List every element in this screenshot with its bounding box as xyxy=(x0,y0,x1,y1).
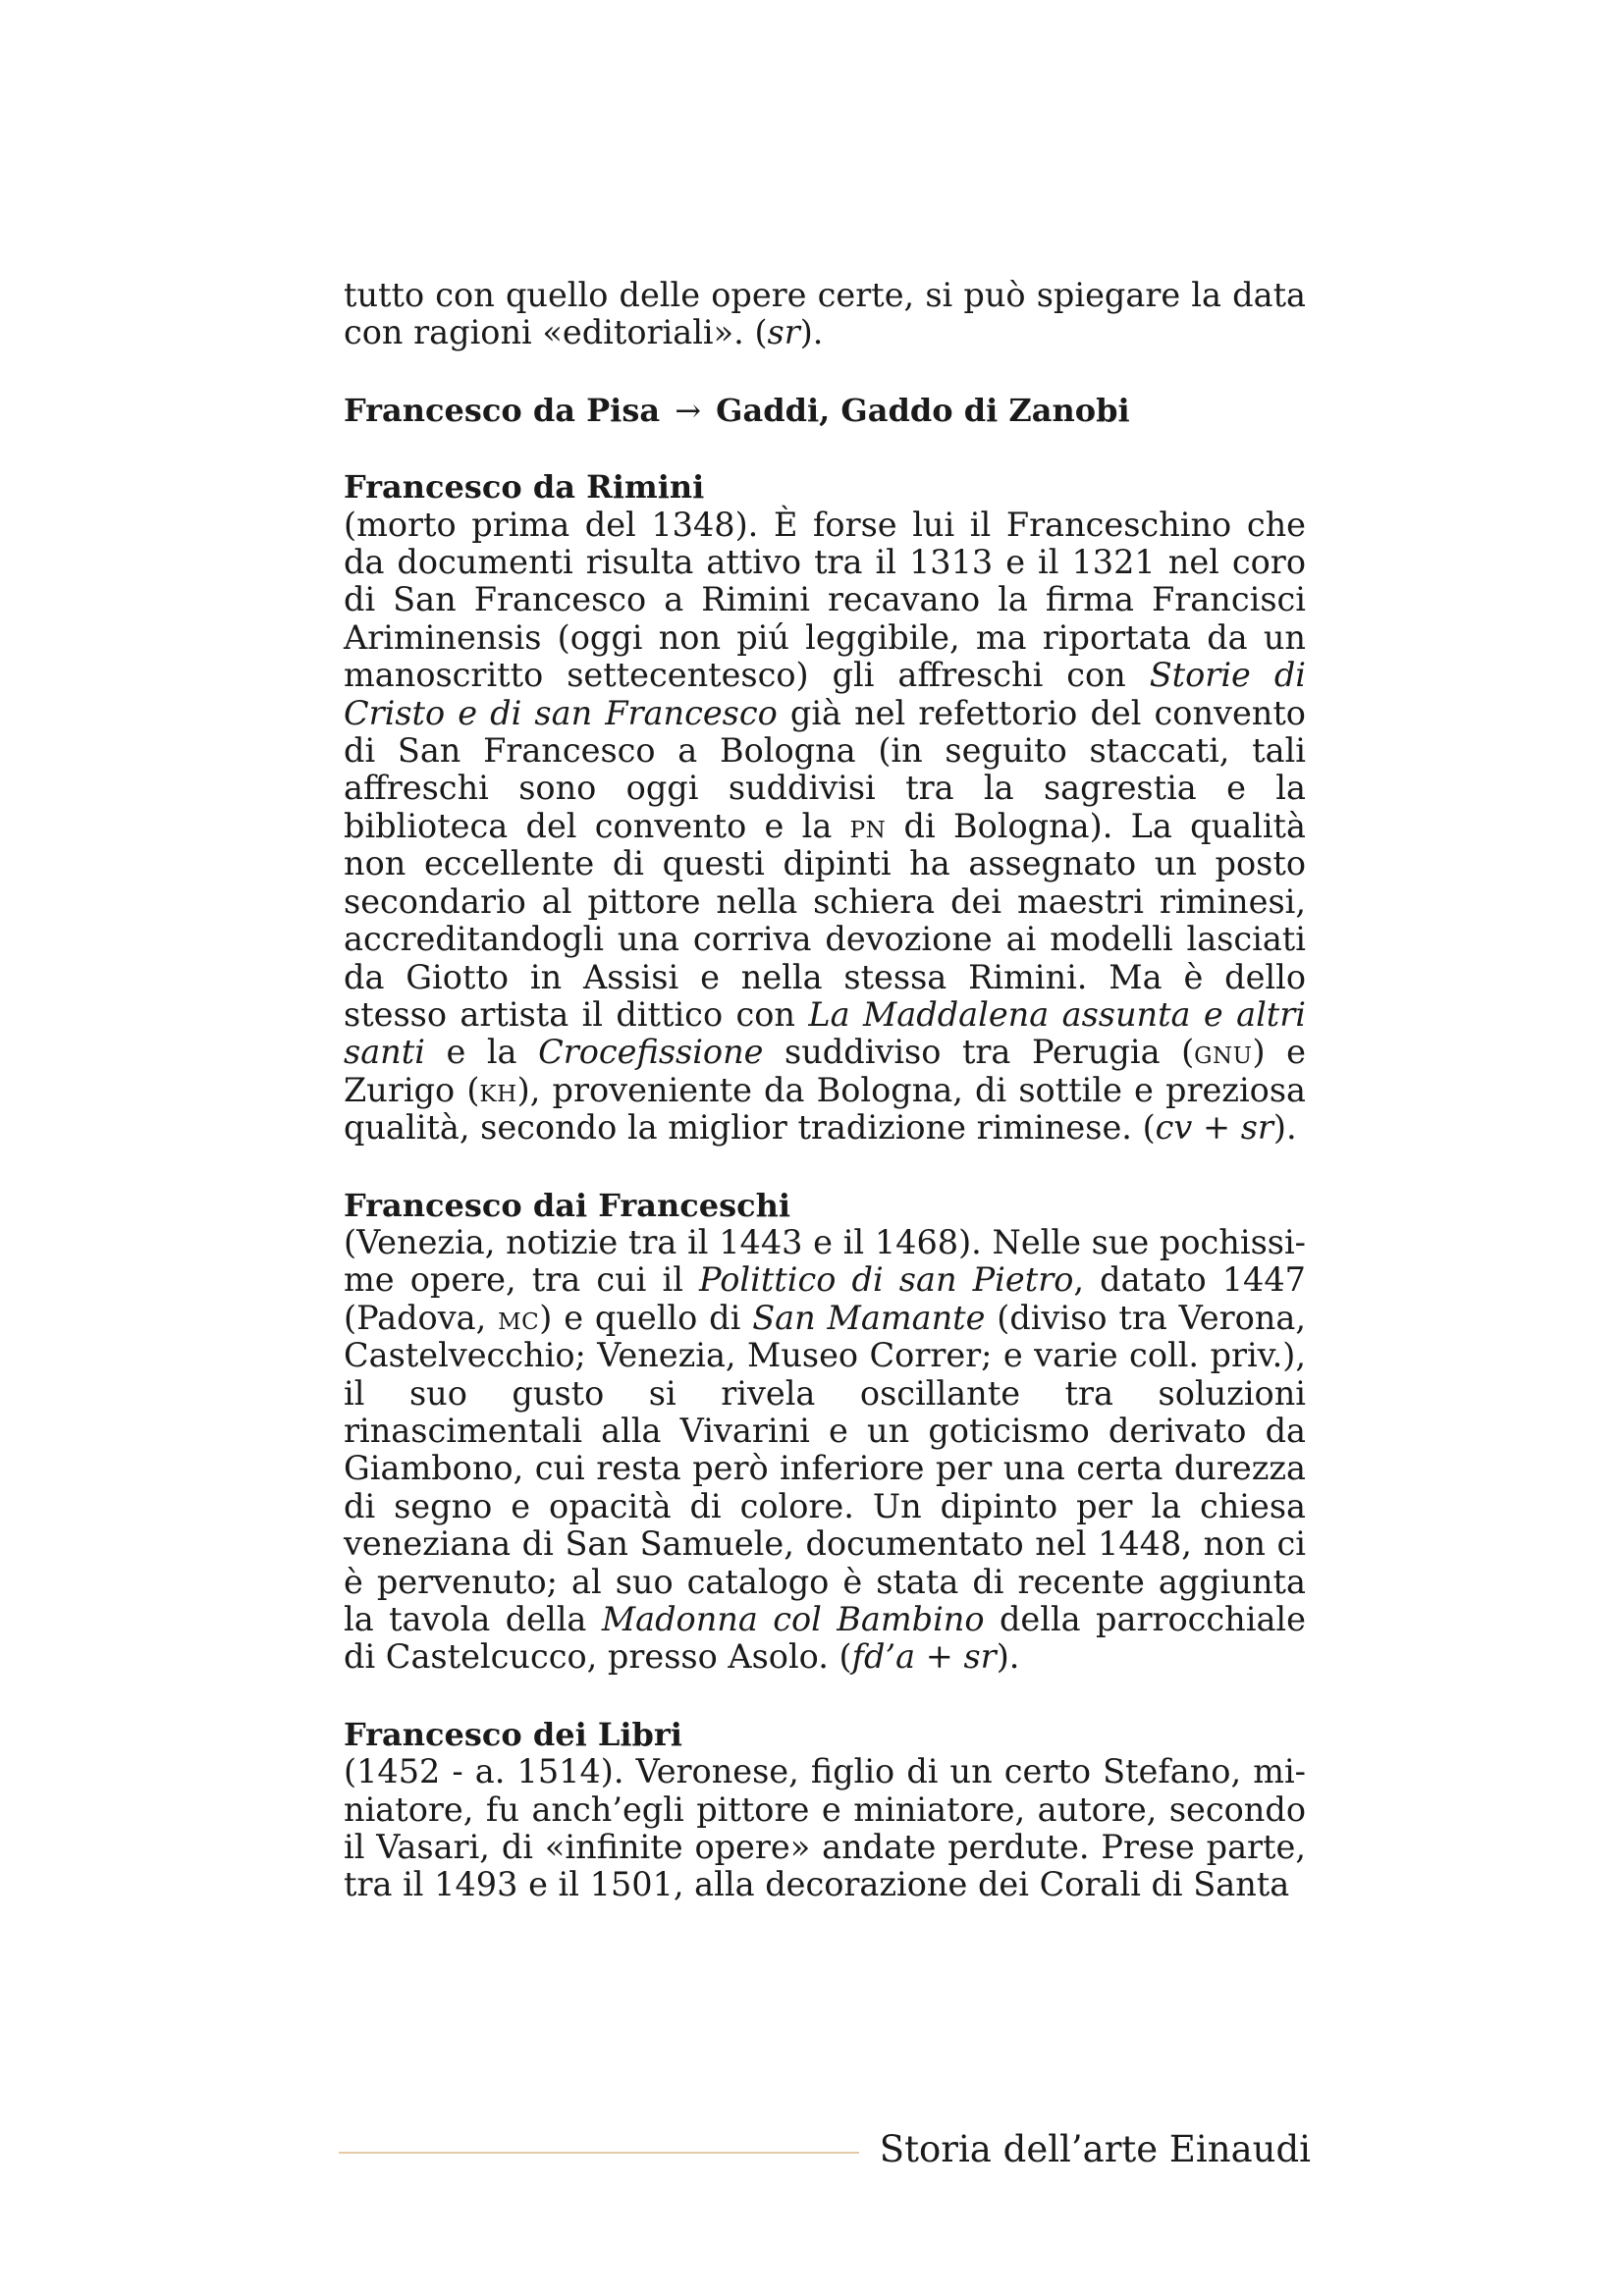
museum-abbrev: kh xyxy=(479,1070,517,1109)
body-text: della parrocchiale di Castelcucco, presso Asolo. ( xyxy=(344,1600,1306,1677)
entry-body xyxy=(344,507,1306,1148)
entry-title: Francesco dei Libri xyxy=(344,1715,682,1753)
entry-title: Francesco dai Franceschi xyxy=(344,1186,791,1224)
body-text: (morto prima del 1348). È forse lui il Franceschino che da documenti risulta attivo tra il 1313 e il 1321 nel coro di San Francesco a Rimini recavano la firma Francisci Ariminensis (oggi non piú leggibile, ma riportata da un manoscritto settecentesco) gli affreschi con xyxy=(344,505,1306,695)
artwork-title: La Maddalena assunta e altri santi xyxy=(344,994,1306,1072)
entry-authors: cv + sr xyxy=(1155,1108,1273,1148)
entry-body xyxy=(344,1753,1306,1904)
artwork-title: Madonna col Bambino xyxy=(601,1600,985,1638)
entry-body xyxy=(344,1224,1306,1677)
xref-from: Francesco da Pisa xyxy=(344,391,661,429)
footer-rule xyxy=(339,2152,859,2154)
intro-text-end: ). xyxy=(799,313,824,352)
body-text: già nel refettorio del convento di San Francesco a Bologna (in seguito staccati, tali affreschi sono oggi suddivisi tra la sagrestia e la biblioteca del convento e la xyxy=(344,693,1306,845)
intro-text: tutto con quello delle opere certe, si può spiegare la data con ragioni «editoriali». ( xyxy=(344,276,1306,352)
body-text: , datato 1447 (Padova, xyxy=(344,1260,1306,1337)
artwork-title: Storie di Cristo e di san Francesco xyxy=(344,656,1306,732)
entry-title: Francesco da Rimini xyxy=(344,468,705,507)
body-text: (1452 - a. 1514). Veronese, figlio di un certo Stefano, miniatore, fu anch’egli pittore e miniatore, autore, secondo il Vasari, di «infinite opere» andate perdute. Prese parte, tra il 1493 e il 1501, alla decorazione dei Corali di Santa xyxy=(344,1752,1306,1904)
body-text: suddiviso tra Perugia ( xyxy=(763,1033,1195,1072)
body-text: e la xyxy=(424,1033,539,1072)
body-text: ), proveniente da Bologna, di sottile e preziosa qualità, secondo la miglior tradizione riminese. ( xyxy=(344,1070,1306,1148)
body-text: (Venezia, notizie tra il 1443 e il 1468). Nelle sue pochissime opere, tra cui il xyxy=(344,1222,1306,1300)
entry-francesco-dei-libri xyxy=(344,1716,1306,1904)
museum-abbrev: gnu xyxy=(1194,1033,1253,1072)
intro-author: sr xyxy=(767,313,800,352)
artwork-title: Polittico di san Pietro xyxy=(699,1260,1074,1300)
body-text: ) e Zurigo ( xyxy=(344,1033,1306,1109)
arrow-icon: → xyxy=(675,391,702,429)
xref-to[interactable]: Gaddi, Gaddo di Zanobi xyxy=(716,391,1130,429)
body-text: ) e quello di xyxy=(539,1298,753,1337)
text-column xyxy=(344,277,1306,1944)
entry-francesco-da-rimini xyxy=(344,468,1306,1147)
museum-abbrev: pn xyxy=(849,806,887,845)
artwork-title: San Mamante xyxy=(752,1298,986,1337)
footer-title: Storia dell’arte Einaudi xyxy=(879,2128,1311,2170)
body-text: (diviso tra Verona, Castelvecchio; Venezia, Museo Correr; e varie coll. priv.), il suo gusto si rivela oscillante tra soluzioni rinascimentali alla Vivarini e un goticismo derivato da Giambono, cui resta però inferiore per una certa durezza di segno e opacità di colore. Un dipinto per la chiesa veneziana di San Samuele, documentato nel 1448, non ci è pervenuto; al suo catalogo è stata di recente aggiunta la tavola della xyxy=(344,1298,1307,1638)
artwork-title: Crocefissione xyxy=(538,1033,764,1072)
entry-authors: fd’a + sr xyxy=(851,1637,997,1677)
body-text: ). xyxy=(996,1637,1020,1677)
body-text: ). xyxy=(1272,1108,1297,1148)
xref-entry xyxy=(344,392,1306,429)
museum-abbrev: mc xyxy=(498,1298,540,1337)
entry-francesco-dai-franceschi xyxy=(344,1187,1306,1677)
body-text: di Bologna). La qualità non eccellente di questi dipinti ha assegnato un posto secondario al pittore nella schiera dei maestri riminesi, accreditandogli una corriva devozione ai modelli lasciati da Giotto in Assisi e nella stessa Rimini. Ma è dello stesso artista il dittico con xyxy=(344,806,1306,1034)
xref-title xyxy=(344,392,1306,429)
intro-paragraph xyxy=(344,277,1306,352)
